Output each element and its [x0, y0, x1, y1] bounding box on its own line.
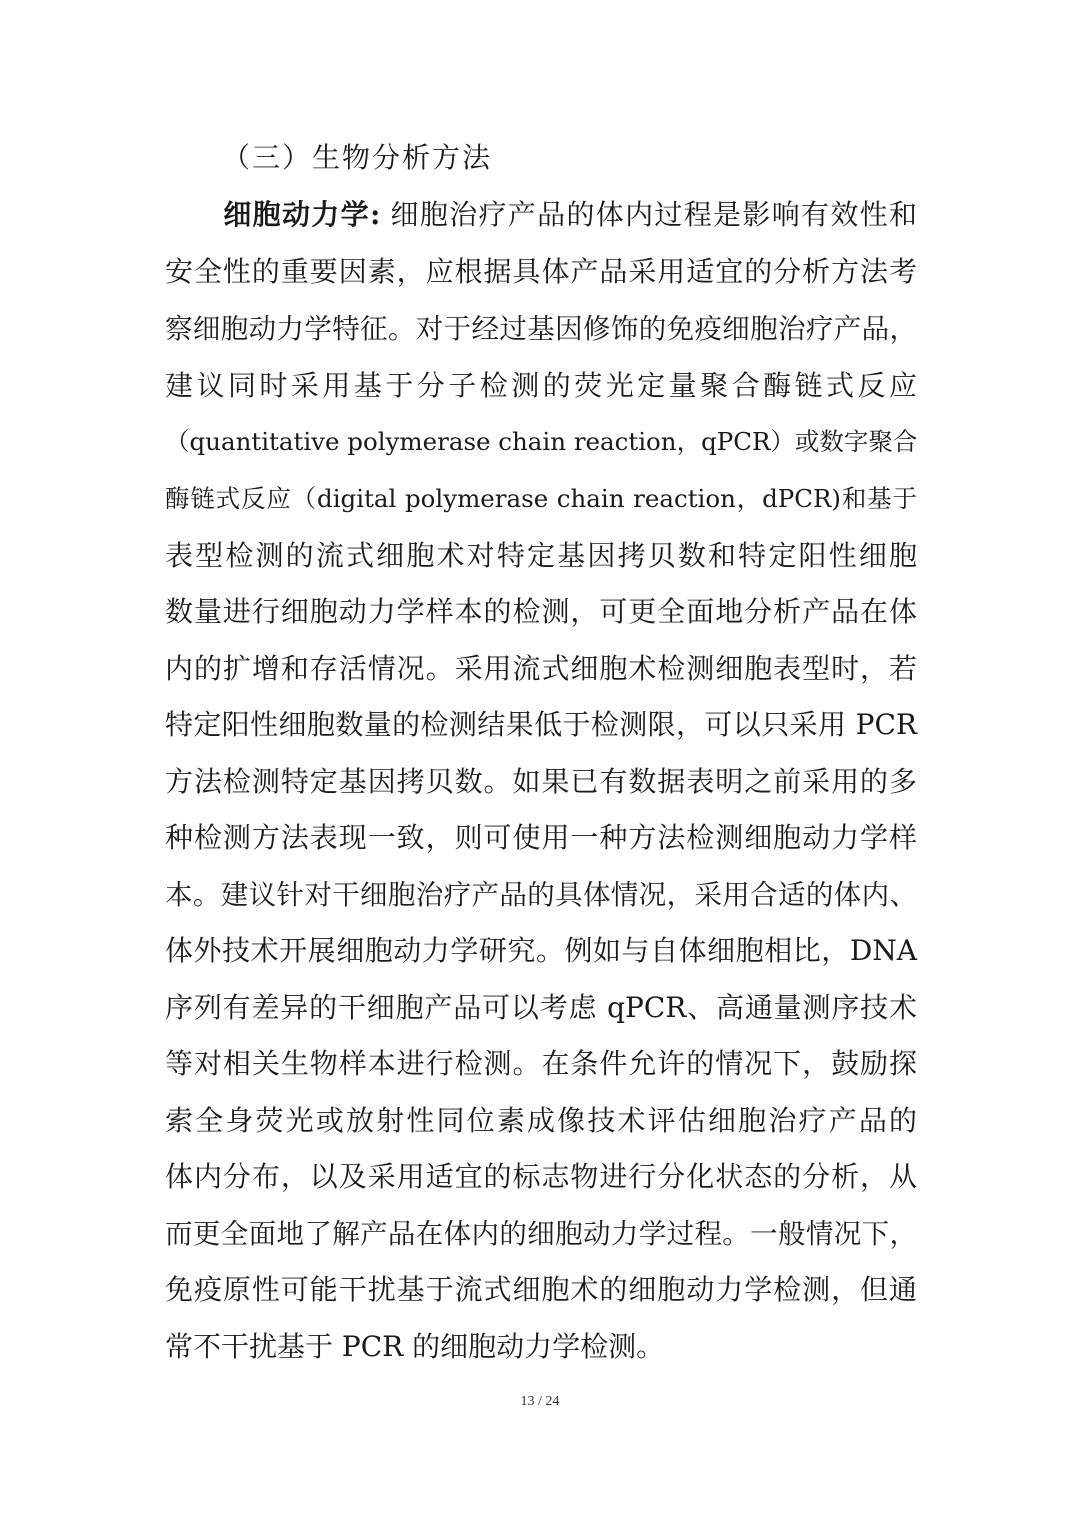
paragraph-line: 安全性的重要因素，应根据具体产品采用适宜的分析方法考	[165, 255, 917, 288]
paragraph-line: 内的扩增和存活情况。采用流式细胞术检测细胞表型时，若	[165, 652, 917, 685]
paragraph-line: 免疫原性可能干扰基于流式细胞术的细胞动力学检测，但通	[165, 1273, 917, 1306]
paragraph-first-line-text: 细胞治疗产品的体内过程是影响有效性和	[380, 198, 917, 231]
paragraph-line: 察细胞动力学特征。对于经过基因修饰的免疫细胞治疗产品，	[165, 313, 917, 345]
paragraph-line: 等对相关生物样本进行检测。在条件允许的情况下，鼓励探	[165, 1047, 917, 1080]
paragraph-line-1	[165, 193, 917, 237]
paragraph-line: 序列有差异的干细胞产品可以考虑 qPCR、高通量测序技术	[165, 991, 917, 1024]
paragraph-line: （quantitative polymerase chain reaction，qPCR）或数字聚合	[165, 427, 918, 456]
paragraph-line: 数量进行细胞动力学样本的检测，可更全面地分析产品在体	[165, 595, 917, 628]
paragraph-line: 本。建议针对干细胞治疗产品的具体情况，采用合适的体内、	[165, 879, 917, 911]
paragraph-line: 种检测方法表现一致，则可使用一种方法检测细胞动力学样	[165, 821, 917, 854]
paragraph-line: 索全身荧光或放射性同位素成像技术评估细胞治疗产品的	[165, 1104, 917, 1137]
paragraph-line: 酶链式反应（digital polymerase chain reaction，dPCR)和基于	[165, 484, 917, 513]
term-label: 细胞动力学:	[222, 198, 381, 231]
paragraph-line: 方法检测特定基因拷贝数。如果已有数据表明之前采用的多	[165, 765, 917, 798]
paragraph-line: 而更全面地了解产品在体内的细胞动力学过程。一般情况下，	[165, 1218, 917, 1250]
section-heading: （三）生物分析方法	[222, 141, 493, 174]
paragraph-line: 体外技术开展细胞动力学研究。例如与自体细胞相比，DNA	[165, 934, 917, 967]
paragraph-line: 体内分布，以及采用适宜的标志物进行分化状态的分析，从	[165, 1160, 917, 1193]
paragraph-line: 特定阳性细胞数量的检测结果低于检测限，可以只采用 PCR	[165, 708, 917, 741]
paragraph-line: 表型检测的流式细胞术对特定基因拷贝数和特定阳性细胞	[165, 539, 917, 572]
paragraph-line: 建议同时采用基于分子检测的荧光定量聚合酶链式反应	[165, 369, 917, 402]
page-number: 13 / 24	[520, 1394, 560, 1409]
paragraph-line: 常不干扰基于 PCR 的细胞动力学检测。	[165, 1330, 665, 1363]
